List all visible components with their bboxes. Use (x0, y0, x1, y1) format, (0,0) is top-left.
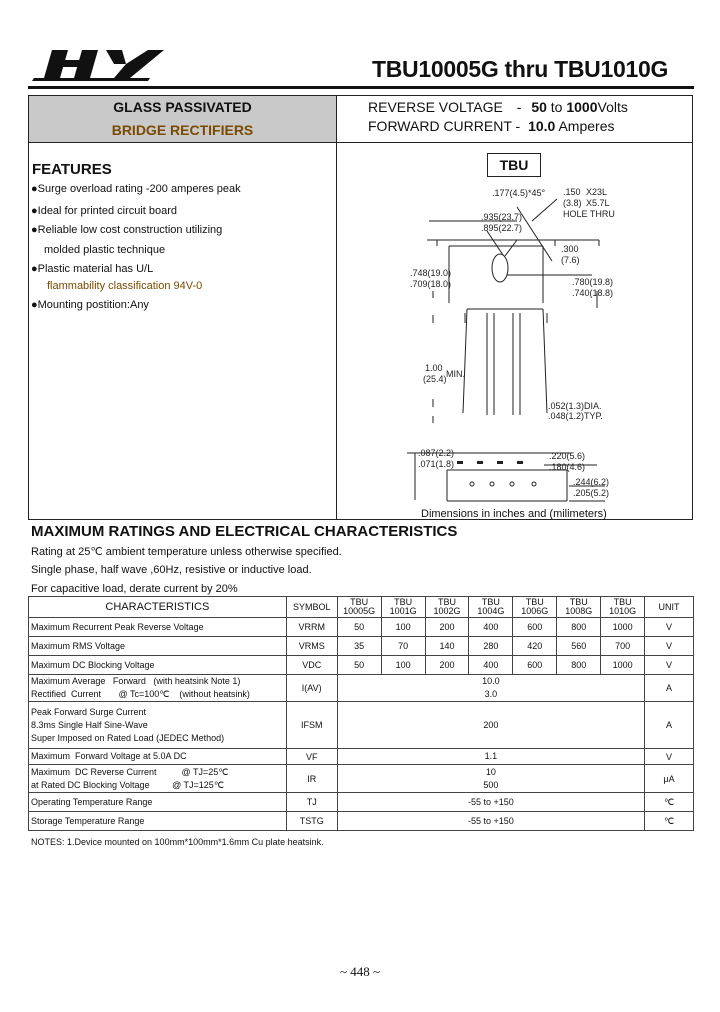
row-unit: ℃ (645, 793, 694, 812)
feature-item: ●Ideal for printed circuit board (31, 205, 178, 217)
table-row (29, 812, 694, 831)
row-unit: ℃ (645, 812, 694, 831)
row-symbol: VRRM (286, 618, 337, 637)
row-symbol: VDC (286, 656, 337, 675)
col-part: TBU 1002G (425, 597, 469, 618)
dim-label: .895(22.7) (481, 223, 523, 233)
row-value: 50 (337, 618, 381, 637)
dim-label: .205(5.2) (573, 488, 610, 498)
dim-label: .709(18.0) (410, 279, 452, 289)
dim-label: .300 (561, 244, 579, 254)
row-value: 420 (513, 637, 557, 656)
characteristics-table (28, 596, 694, 831)
dim-label: .780(19.8) (572, 277, 614, 287)
row-merged-line: -55 to +150 (467, 796, 514, 807)
row-characteristic (29, 675, 287, 702)
dim-label: (25.4) (423, 374, 447, 384)
header-bridge-rectifiers: BRIDGE RECTIFIERS (111, 122, 254, 138)
dim-label: .180(4.6) (549, 462, 586, 472)
row-unit: A (645, 675, 694, 702)
feature-item: ●Surge overload rating -200 amperes peak (31, 183, 241, 195)
dim-label: .935(23.7) (481, 212, 523, 222)
dim-label: .150 (563, 187, 581, 197)
row-characteristic (29, 656, 287, 675)
row-value: 280 (469, 637, 513, 656)
row-value: 140 (425, 637, 469, 656)
row-value: 200 (425, 618, 469, 637)
row-unit: A (645, 702, 694, 749)
row-characteristic-line: Super Imposed on Rated Load (JEDEC Method) (31, 732, 225, 743)
dim-label: .071(1.8) (418, 459, 455, 469)
row-value: 1000 (601, 656, 645, 675)
row-merged-line: 200 (483, 719, 499, 730)
dim-label: X5.7L (586, 198, 610, 208)
row-merged-value (337, 765, 644, 793)
feature-item: ●Mounting postition:Any (31, 299, 149, 311)
row-symbol: TJ (286, 793, 337, 812)
row-value: 800 (557, 656, 601, 675)
row-value: 700 (601, 637, 645, 656)
row-characteristic (29, 702, 287, 749)
title-rule (28, 86, 694, 89)
row-unit: V (645, 656, 694, 675)
row-characteristic-line: Maximum DC Blocking Voltage (31, 659, 155, 670)
left-header-divider (29, 142, 336, 143)
row-merged-value (337, 812, 644, 831)
table-row (29, 765, 694, 793)
reverse-voltage-line: REVERSE VOLTAGE - 50 to 1000Volts (368, 99, 628, 115)
row-characteristic (29, 637, 287, 656)
row-characteristic (29, 812, 287, 831)
table-row (29, 793, 694, 812)
row-characteristic-line: Storage Temperature Range (31, 815, 145, 826)
row-value: 400 (469, 618, 513, 637)
dim-label: .748(19.0) (410, 268, 452, 278)
row-value: 70 (381, 637, 425, 656)
row-merged-line: -55 to +150 (467, 815, 514, 826)
col-symbol: SYMBOL (286, 597, 337, 618)
dim-label: .087(2.2) (418, 448, 455, 458)
row-value: 35 (337, 637, 381, 656)
dim-label: .244(6.2) (573, 477, 610, 487)
dim-label: .048(1.2)TYP. (548, 411, 603, 421)
feature-item: ●Reliable low cost construction utilizing (31, 224, 223, 236)
row-value: 560 (557, 637, 601, 656)
table-row (29, 656, 694, 675)
dimensions-caption: Dimensions in inches and (milimeters) (421, 508, 607, 520)
row-value: 1000 (601, 618, 645, 637)
row-characteristic-line: Maximum Forward Voltage at 5.0A DC (31, 751, 187, 761)
ratings-note: Rating at 25℃ ambient temperature unless otherwise specified. (31, 546, 342, 558)
row-value: 400 (469, 656, 513, 675)
package-label: TBU (487, 153, 541, 177)
dim-label: .740(18.8) (572, 288, 614, 298)
col-part: TBU 10005G (337, 597, 381, 618)
col-part: TBU 1008G (557, 597, 601, 618)
row-characteristic-line: 8.3ms Single Half Sine-Wave (31, 719, 148, 730)
package-outline-drawing (337, 143, 693, 519)
feature-item: molded plastic technique (44, 244, 166, 256)
col-part: TBU 1001G (381, 597, 425, 618)
row-value: 800 (557, 618, 601, 637)
row-unit: V (645, 749, 694, 765)
row-characteristic-line: Rectified Current @ Tc=100℃ (without heatsink) (31, 689, 250, 699)
row-characteristic (29, 765, 287, 793)
dim-label: (7.6) (561, 255, 580, 265)
ratings-note: For capacitive load, derate current by 20% (31, 583, 238, 595)
table-row (29, 618, 694, 637)
table-header-row (29, 597, 694, 618)
row-characteristic (29, 793, 287, 812)
row-merged-line: 10 (485, 766, 496, 777)
row-symbol: TSTG (286, 812, 337, 831)
col-part: TBU 1004G (469, 597, 513, 618)
footnote: NOTES: 1.Device mounted on 100mm*100mm*1.6mm Cu plate heatsink. (31, 837, 324, 847)
col-characteristics: CHARACTERISTICS (29, 597, 287, 618)
row-merged-line: 1.1 (484, 751, 498, 761)
row-symbol: I(AV) (286, 675, 337, 702)
part-range-title: TBU10005G thru TBU1010G (372, 56, 669, 82)
dim-label: (3.8) (563, 198, 582, 208)
row-symbol: VRMS (286, 637, 337, 656)
forward-current-line: FORWARD CURRENT - 10.0 Amperes (368, 118, 615, 134)
col-part: TBU 1006G (513, 597, 557, 618)
row-value: 200 (425, 656, 469, 675)
table-row (29, 637, 694, 656)
row-value: 100 (381, 618, 425, 637)
row-characteristic-line: Maximum RMS Voltage (31, 640, 126, 651)
row-characteristic (29, 618, 287, 637)
table-row (29, 675, 694, 702)
page-number: ~ 448 ~ (339, 964, 381, 979)
row-value: 50 (337, 656, 381, 675)
feature-item: flammability classification 94V-0 (47, 280, 203, 292)
dim-label: MIN. (446, 369, 465, 379)
dim-label: HOLE THRU (563, 209, 615, 219)
row-unit: μA (645, 765, 694, 793)
dim-label: .220(5.6) (549, 451, 586, 461)
row-merged-line: 3.0 (484, 689, 498, 699)
row-merged-line: 500 (483, 779, 499, 790)
row-characteristic-line: Maximum Recurrent Peak Reverse Voltage (31, 621, 204, 632)
row-unit: V (645, 637, 694, 656)
company-logo (30, 44, 170, 84)
ratings-title: MAXIMUM RATINGS AND ELECTRICAL CHARACTERISTICS (31, 523, 458, 540)
row-value: 100 (381, 656, 425, 675)
row-unit: V (645, 618, 694, 637)
row-value: 600 (513, 656, 557, 675)
dim-label: 1.00 (425, 363, 443, 373)
row-symbol: VF (286, 749, 337, 765)
dim-label: .177(4.5)*45° (492, 188, 546, 198)
features-title: FEATURES (32, 161, 112, 178)
row-characteristic-line: Operating Temperature Range (31, 796, 153, 807)
row-merged-value (337, 702, 644, 749)
row-characteristic-line: Maximum DC Reverse Current @ TJ=25℃ (31, 766, 229, 777)
col-part: TBU 1010G (601, 597, 645, 618)
table-row (29, 702, 694, 749)
row-characteristic-line: Peak Forward Surge Current (31, 706, 147, 717)
row-value: 600 (513, 618, 557, 637)
header-glass-passivated: GLASS PASSIVATED (113, 99, 252, 115)
row-merged-value (337, 675, 644, 702)
dim-label: .052(1.3)DIA. (548, 401, 602, 411)
row-merged-value (337, 793, 644, 812)
dim-label: X23L (586, 187, 608, 197)
feature-item: ●Plastic material has U/L (31, 263, 154, 275)
row-merged-line: 10.0 (482, 676, 500, 686)
col-unit: UNIT (645, 597, 694, 618)
row-characteristic (29, 749, 287, 765)
row-characteristic-line: Maximum Average Forward (with heatsink Note 1) (31, 676, 241, 686)
ratings-note: Single phase, half wave ,60Hz, resistive or inductive load. (31, 564, 312, 576)
table-row (29, 749, 694, 765)
row-characteristic-line: at Rated DC Blocking Voltage @ TJ=125℃ (31, 779, 224, 790)
row-merged-value (337, 749, 644, 765)
row-symbol: IFSM (286, 702, 337, 749)
row-symbol: IR (286, 765, 337, 793)
